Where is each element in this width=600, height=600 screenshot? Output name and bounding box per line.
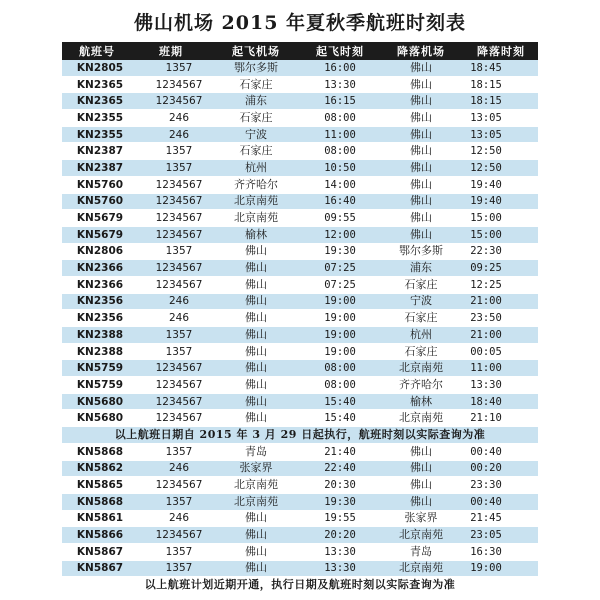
cell-departure-airport: 佛山 — [210, 543, 302, 560]
cell-schedule-days: 1234567 — [132, 260, 210, 277]
cell-departure-airport: 北京南苑 — [210, 477, 302, 494]
cell-departure-time: 08:00 — [302, 143, 378, 160]
cell-arrival-time: 19:40 — [464, 193, 538, 210]
planned-routes-note-text: 以上航班计划近期开通，执行日期及航班时刻以实际查询为准 — [62, 577, 538, 594]
cell-departure-airport: 宁波 — [210, 126, 302, 143]
cell-arrival-airport: 北京南苑 — [378, 410, 464, 427]
cell-departure-time: 08:00 — [302, 110, 378, 127]
cell-departure-airport: 佛山 — [210, 510, 302, 527]
cell-flight-no: KN5868 — [62, 443, 132, 460]
cell-arrival-time: 18:15 — [464, 76, 538, 93]
table-row — [62, 93, 538, 110]
cell-departure-airport: 北京南苑 — [210, 210, 302, 227]
cell-departure-time: 15:40 — [302, 393, 378, 410]
cell-arrival-airport: 石家庄 — [378, 276, 464, 293]
cell-arrival-airport: 佛山 — [378, 460, 464, 477]
cell-departure-time: 07:25 — [302, 276, 378, 293]
cell-arrival-airport: 石家庄 — [378, 310, 464, 327]
cell-arrival-airport: 佛山 — [378, 443, 464, 460]
cell-departure-time: 19:55 — [302, 510, 378, 527]
cell-flight-no: KN5867 — [62, 543, 132, 560]
cell-departure-airport: 张家界 — [210, 460, 302, 477]
cell-schedule-days: 1234567 — [132, 393, 210, 410]
cell-arrival-time: 19:00 — [464, 560, 538, 577]
cell-departure-airport: 佛山 — [210, 560, 302, 577]
cell-arrival-airport: 佛山 — [378, 93, 464, 110]
cell-departure-time: 14:00 — [302, 176, 378, 193]
cell-flight-no: KN5866 — [62, 527, 132, 544]
cell-flight-no: KN5759 — [62, 360, 132, 377]
cell-schedule-days: 1234567 — [132, 193, 210, 210]
cell-schedule-days: 1357 — [132, 143, 210, 160]
table-row — [62, 310, 538, 327]
cell-departure-airport: 佛山 — [210, 360, 302, 377]
cell-departure-time: 08:00 — [302, 360, 378, 377]
cell-schedule-days: 1234567 — [132, 527, 210, 544]
cell-flight-no: KN5680 — [62, 410, 132, 427]
planned-routes-note — [62, 577, 538, 594]
table-row — [62, 60, 538, 76]
table-row — [62, 510, 538, 527]
cell-arrival-time: 00:40 — [464, 493, 538, 510]
cell-departure-airport: 浦东 — [210, 93, 302, 110]
cell-schedule-days: 1234567 — [132, 377, 210, 394]
cell-arrival-airport: 佛山 — [378, 110, 464, 127]
cell-departure-time: 12:00 — [302, 226, 378, 243]
cell-schedule-days: 1234567 — [132, 76, 210, 93]
cell-departure-time: 19:00 — [302, 343, 378, 360]
cell-flight-no: KN5865 — [62, 477, 132, 494]
cell-schedule-days: 1357 — [132, 327, 210, 344]
cell-departure-time: 11:00 — [302, 126, 378, 143]
table-row — [62, 293, 538, 310]
table-row — [62, 327, 538, 344]
table-body — [62, 60, 538, 594]
effective-date-note-text: 以上航班日期自 2015 年 3 月 29 日起执行，航班时刻以实际查询为准 — [62, 427, 538, 444]
cell-schedule-days: 1234567 — [132, 276, 210, 293]
cell-arrival-airport: 张家界 — [378, 510, 464, 527]
cell-departure-airport: 佛山 — [210, 377, 302, 394]
cell-flight-no: KN2355 — [62, 126, 132, 143]
cell-schedule-days: 246 — [132, 460, 210, 477]
cell-departure-airport: 佛山 — [210, 276, 302, 293]
cell-flight-no: KN2356 — [62, 310, 132, 327]
table-row — [62, 126, 538, 143]
cell-schedule-days: 1357 — [132, 543, 210, 560]
table-row — [62, 360, 538, 377]
table-row — [62, 410, 538, 427]
cell-flight-no: KN2366 — [62, 276, 132, 293]
header-row — [62, 42, 538, 60]
cell-arrival-airport: 佛山 — [378, 126, 464, 143]
cell-flight-no: KN5861 — [62, 510, 132, 527]
page-title: 佛山机场 2015 年夏秋季航班时刻表 — [133, 12, 467, 34]
cell-departure-time: 13:30 — [302, 560, 378, 577]
cell-flight-no: KN2805 — [62, 60, 132, 76]
cell-schedule-days: 1234567 — [132, 93, 210, 110]
table-row — [62, 260, 538, 277]
cell-departure-airport: 佛山 — [210, 327, 302, 344]
table-row — [62, 527, 538, 544]
header-flight-no: 航班号 — [62, 42, 132, 60]
cell-departure-time: 16:15 — [302, 93, 378, 110]
cell-arrival-time: 15:00 — [464, 210, 538, 227]
cell-arrival-airport: 北京南苑 — [378, 360, 464, 377]
cell-arrival-time: 12:25 — [464, 276, 538, 293]
cell-arrival-time: 00:05 — [464, 343, 538, 360]
header-departure-airport: 起飞机场 — [210, 42, 302, 60]
cell-schedule-days: 246 — [132, 510, 210, 527]
table-row — [62, 543, 538, 560]
table-row — [62, 477, 538, 494]
cell-schedule-days: 1234567 — [132, 226, 210, 243]
cell-departure-airport: 佛山 — [210, 527, 302, 544]
table-row — [62, 243, 538, 260]
cell-departure-time: 16:40 — [302, 193, 378, 210]
cell-departure-time: 20:20 — [302, 527, 378, 544]
table-row — [62, 210, 538, 227]
cell-departure-airport: 石家庄 — [210, 110, 302, 127]
cell-arrival-airport: 佛山 — [378, 176, 464, 193]
cell-arrival-time: 13:05 — [464, 110, 538, 127]
table-row — [62, 443, 538, 460]
cell-departure-time: 19:30 — [302, 243, 378, 260]
cell-flight-no: KN5680 — [62, 393, 132, 410]
cell-departure-airport: 齐齐哈尔 — [210, 176, 302, 193]
cell-departure-airport: 杭州 — [210, 160, 302, 177]
cell-arrival-airport: 佛山 — [378, 160, 464, 177]
cell-arrival-time: 13:05 — [464, 126, 538, 143]
cell-arrival-time: 13:30 — [464, 377, 538, 394]
table-row — [62, 160, 538, 177]
cell-departure-airport: 佛山 — [210, 293, 302, 310]
cell-flight-no: KN5679 — [62, 210, 132, 227]
cell-schedule-days: 1234567 — [132, 477, 210, 494]
cell-flight-no: KN2365 — [62, 76, 132, 93]
cell-arrival-airport: 浦东 — [378, 260, 464, 277]
cell-arrival-airport: 佛山 — [378, 477, 464, 494]
table-row — [62, 143, 538, 160]
cell-departure-time: 15:40 — [302, 410, 378, 427]
header-schedule-days: 班期 — [132, 42, 210, 60]
header-departure-time: 起飞时刻 — [302, 42, 378, 60]
header-arrival-airport: 降落机场 — [378, 42, 464, 60]
table-row — [62, 560, 538, 577]
cell-arrival-airport: 杭州 — [378, 327, 464, 344]
header-arrival-time: 降落时刻 — [464, 42, 538, 60]
cell-arrival-airport: 佛山 — [378, 210, 464, 227]
table-row — [62, 460, 538, 477]
cell-departure-time: 13:30 — [302, 543, 378, 560]
cell-departure-airport: 北京南苑 — [210, 493, 302, 510]
cell-departure-airport: 鄂尔多斯 — [210, 60, 302, 76]
table-row — [62, 276, 538, 293]
cell-departure-airport: 佛山 — [210, 310, 302, 327]
cell-arrival-time: 21:10 — [464, 410, 538, 427]
cell-arrival-airport: 青岛 — [378, 543, 464, 560]
cell-arrival-time: 15:00 — [464, 226, 538, 243]
cell-arrival-airport: 榆林 — [378, 393, 464, 410]
cell-arrival-time: 21:45 — [464, 510, 538, 527]
cell-arrival-time: 00:40 — [464, 443, 538, 460]
cell-schedule-days: 246 — [132, 293, 210, 310]
cell-departure-time: 16:00 — [302, 60, 378, 76]
cell-arrival-time: 23:30 — [464, 477, 538, 494]
cell-flight-no: KN2387 — [62, 143, 132, 160]
cell-flight-no: KN5760 — [62, 193, 132, 210]
cell-arrival-time: 18:45 — [464, 60, 538, 76]
cell-arrival-airport: 佛山 — [378, 60, 464, 76]
table-row — [62, 226, 538, 243]
cell-departure-time: 08:00 — [302, 377, 378, 394]
table-row — [62, 377, 538, 394]
cell-schedule-days: 1234567 — [132, 410, 210, 427]
cell-schedule-days: 1357 — [132, 560, 210, 577]
cell-schedule-days: 246 — [132, 310, 210, 327]
cell-departure-airport: 石家庄 — [210, 76, 302, 93]
cell-arrival-time: 11:00 — [464, 360, 538, 377]
cell-departure-time: 07:25 — [302, 260, 378, 277]
cell-arrival-time: 18:15 — [464, 93, 538, 110]
cell-schedule-days: 1234567 — [132, 176, 210, 193]
cell-arrival-time: 00:20 — [464, 460, 538, 477]
cell-arrival-time: 22:30 — [464, 243, 538, 260]
cell-departure-airport: 石家庄 — [210, 143, 302, 160]
cell-flight-no: KN5862 — [62, 460, 132, 477]
cell-departure-time: 19:00 — [302, 310, 378, 327]
cell-arrival-airport: 齐齐哈尔 — [378, 377, 464, 394]
cell-arrival-airport: 鄂尔多斯 — [378, 243, 464, 260]
cell-flight-no: KN5760 — [62, 176, 132, 193]
cell-arrival-time: 12:50 — [464, 143, 538, 160]
cell-departure-time: 19:00 — [302, 327, 378, 344]
cell-schedule-days: 1357 — [132, 60, 210, 76]
cell-arrival-time: 16:30 — [464, 543, 538, 560]
cell-schedule-days: 1357 — [132, 443, 210, 460]
table-row — [62, 343, 538, 360]
cell-departure-time: 19:30 — [302, 493, 378, 510]
cell-schedule-days: 1357 — [132, 243, 210, 260]
cell-departure-time: 21:40 — [302, 443, 378, 460]
table-row — [62, 393, 538, 410]
cell-arrival-airport: 佛山 — [378, 226, 464, 243]
cell-flight-no: KN2388 — [62, 327, 132, 344]
cell-arrival-time: 18:40 — [464, 393, 538, 410]
cell-schedule-days: 1357 — [132, 493, 210, 510]
cell-schedule-days: 246 — [132, 126, 210, 143]
cell-arrival-airport: 北京南苑 — [378, 527, 464, 544]
cell-schedule-days: 1234567 — [132, 360, 210, 377]
cell-arrival-time: 12:50 — [464, 160, 538, 177]
cell-flight-no: KN2356 — [62, 293, 132, 310]
cell-flight-no: KN2806 — [62, 243, 132, 260]
cell-arrival-airport: 佛山 — [378, 143, 464, 160]
cell-arrival-time: 23:05 — [464, 527, 538, 544]
cell-flight-no: KN5759 — [62, 377, 132, 394]
cell-departure-airport: 佛山 — [210, 410, 302, 427]
table-row — [62, 110, 538, 127]
cell-arrival-airport: 佛山 — [378, 493, 464, 510]
table-row — [62, 193, 538, 210]
cell-departure-time: 22:40 — [302, 460, 378, 477]
cell-departure-time: 13:30 — [302, 76, 378, 93]
cell-departure-time: 20:30 — [302, 477, 378, 494]
cell-flight-no: KN5868 — [62, 493, 132, 510]
cell-departure-airport: 佛山 — [210, 343, 302, 360]
effective-date-note — [62, 427, 538, 444]
cell-arrival-airport: 宁波 — [378, 293, 464, 310]
cell-arrival-time: 23:50 — [464, 310, 538, 327]
cell-arrival-time: 19:40 — [464, 176, 538, 193]
cell-arrival-time: 21:00 — [464, 327, 538, 344]
cell-arrival-airport: 佛山 — [378, 76, 464, 93]
cell-departure-time: 19:00 — [302, 293, 378, 310]
table-header — [62, 42, 538, 60]
table-row — [62, 176, 538, 193]
cell-departure-time: 10:50 — [302, 160, 378, 177]
cell-schedule-days: 246 — [132, 110, 210, 127]
flight-schedule-table — [62, 42, 538, 594]
cell-flight-no: KN2365 — [62, 93, 132, 110]
cell-departure-airport: 青岛 — [210, 443, 302, 460]
cell-arrival-time: 09:25 — [464, 260, 538, 277]
cell-flight-no: KN2366 — [62, 260, 132, 277]
cell-flight-no: KN2388 — [62, 343, 132, 360]
cell-arrival-airport: 佛山 — [378, 193, 464, 210]
table-row — [62, 76, 538, 93]
cell-departure-airport: 北京南苑 — [210, 193, 302, 210]
cell-flight-no: KN2387 — [62, 160, 132, 177]
cell-flight-no: KN2355 — [62, 110, 132, 127]
cell-arrival-time: 21:00 — [464, 293, 538, 310]
cell-arrival-airport: 石家庄 — [378, 343, 464, 360]
cell-departure-time: 09:55 — [302, 210, 378, 227]
cell-schedule-days: 1234567 — [132, 210, 210, 227]
cell-schedule-days: 1357 — [132, 343, 210, 360]
cell-flight-no: KN5679 — [62, 226, 132, 243]
cell-flight-no: KN5867 — [62, 560, 132, 577]
cell-arrival-airport: 北京南苑 — [378, 560, 464, 577]
cell-departure-airport: 佛山 — [210, 243, 302, 260]
cell-departure-airport: 佛山 — [210, 260, 302, 277]
table-row — [62, 493, 538, 510]
cell-departure-airport: 佛山 — [210, 393, 302, 410]
cell-schedule-days: 1357 — [132, 160, 210, 177]
cell-departure-airport: 榆林 — [210, 226, 302, 243]
